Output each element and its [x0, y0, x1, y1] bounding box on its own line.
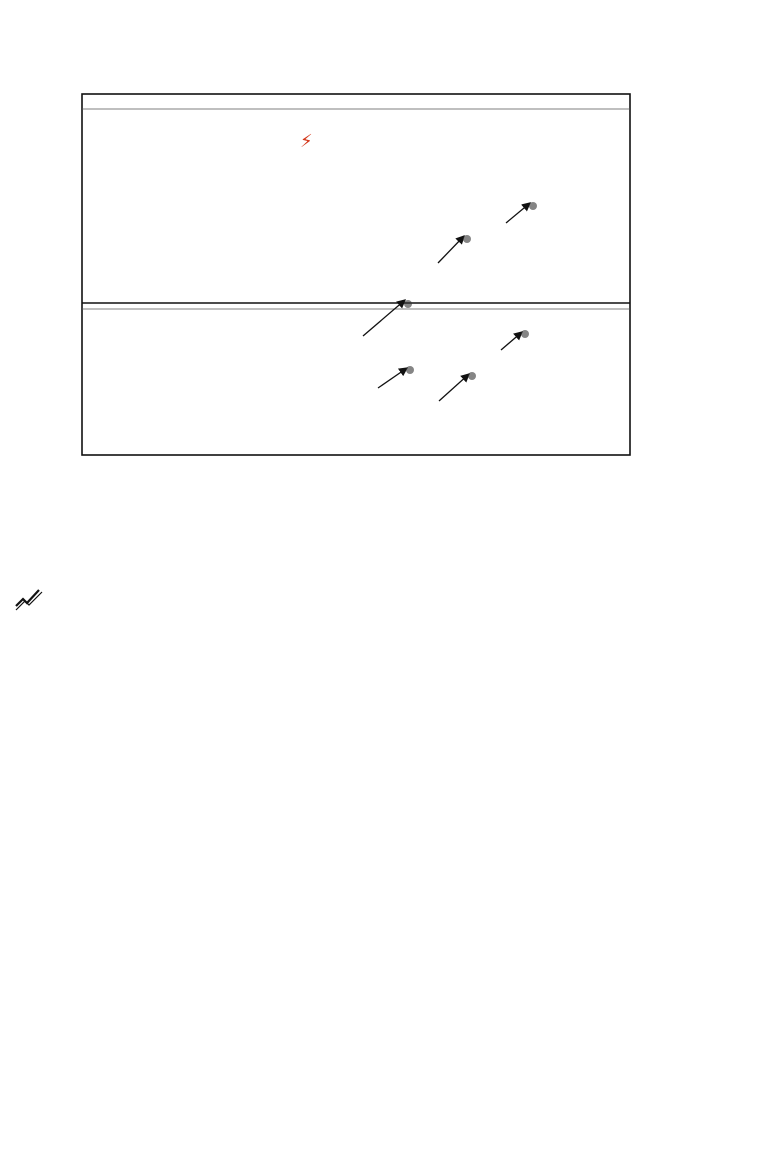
trend-check-icon: [14, 586, 44, 612]
section-heading: [14, 586, 50, 612]
watermark-logo-text: [300, 130, 338, 152]
bird-logo-icon: ⚡: [300, 131, 313, 152]
nyse-chart-figure: [0, 78, 758, 478]
chart-frame: [82, 94, 630, 455]
site-watermark: [300, 130, 338, 150]
